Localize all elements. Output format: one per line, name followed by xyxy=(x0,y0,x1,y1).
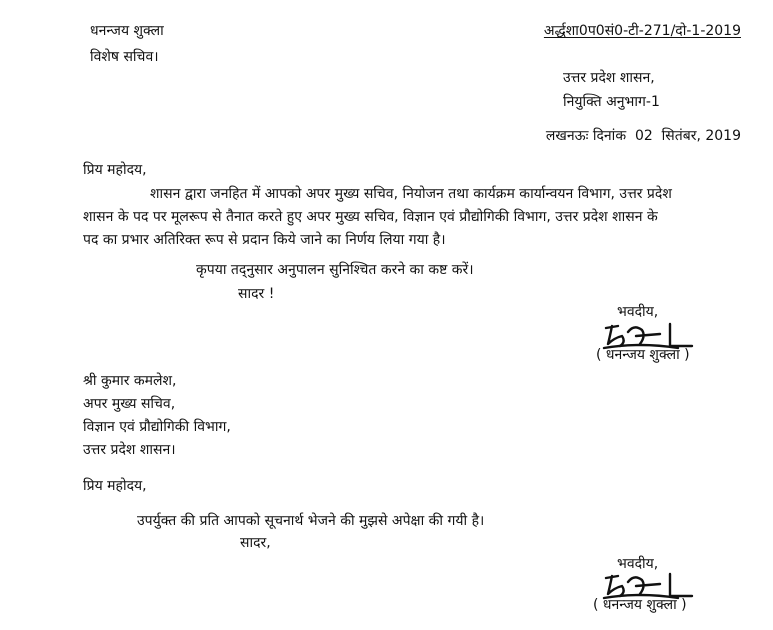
signed-name: ( धनन्जय शुक्ला ) xyxy=(596,347,690,363)
recipient-line-3: विज्ञान एवं प्रौद्योगिकी विभाग, xyxy=(83,419,231,435)
sender-name: धनन्जय शुक्ला xyxy=(90,23,164,39)
valediction-2: भवदीय, xyxy=(617,556,659,572)
body-line-1: शासन द्वारा जनहित में आपको अपर मुख्य सचिव, नियोजन तथा कार्यक्रम कार्यान्वयन विभाग, उत्तर प्रदेश xyxy=(150,186,672,202)
sender-designation: विशेष सचिव। xyxy=(90,49,159,65)
signed-name-2: ( धनन्जय शुक्ला ) xyxy=(593,597,687,613)
copy-note: उपर्युक्त की प्रति आपको सूचनार्थ भेजने की मुझसे अपेक्षा की गयी है। xyxy=(137,513,485,529)
closing-line-2: सादर, xyxy=(240,535,271,551)
date-line: लखनऊः दिनांक 02 सितंबर, 2019 xyxy=(545,128,741,144)
salutation: प्रिय महोदय, xyxy=(83,162,147,178)
reference-number: अर्द्धशा0प0सं0-टी-271/दो-1-2019 xyxy=(543,23,741,39)
recipient-line-4: उत्तर प्रदेश शासन। xyxy=(83,442,176,458)
closing-line: सादर ! xyxy=(238,286,275,302)
office-line-1: उत्तर प्रदेश शासन, xyxy=(563,70,655,86)
salutation-2: प्रिय महोदय, xyxy=(83,478,147,494)
office-line-2: नियुक्ति अनुभाग-1 xyxy=(563,94,660,110)
recipient-line-2: अपर मुख्य सचिव, xyxy=(83,396,176,412)
body-line-2: शासन के पद पर मूलरूप से तैनात करते हुए अपर मुख्य सचिव, विज्ञान एवं प्रौद्योगिकी विभाग, उत्तर प्रदेश शासन के xyxy=(83,209,658,225)
body-line-3: पद का प्रभार अतिरिक्त रूप से प्रदान किये जाने का निर्णय लिया गया है। xyxy=(83,232,446,248)
request-line: कृपया तद्नुसार अनुपालन सुनिश्चित करने का कष्ट करें। xyxy=(196,262,474,278)
recipient-line-1: श्री कुमार कमलेश, xyxy=(83,373,177,389)
valediction: भवदीय, xyxy=(617,304,659,320)
